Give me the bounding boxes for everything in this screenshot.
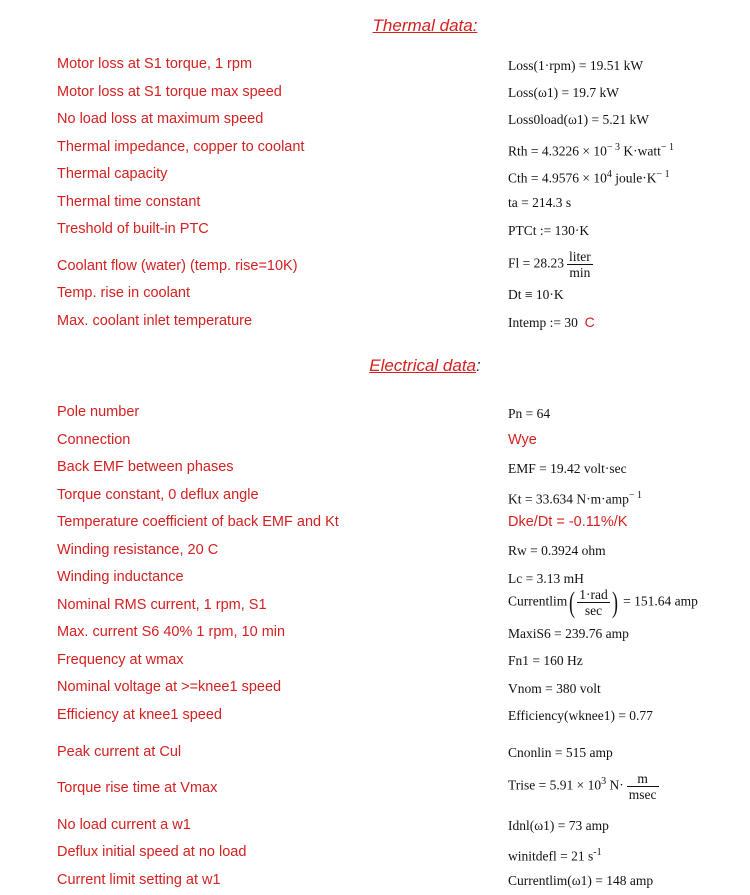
electrical-value-2: Wye [508, 432, 537, 448]
trise-exp: 3 [601, 776, 607, 788]
thermal-data-title: Thermal data: [372, 16, 478, 35]
rth-mid: K·watt [620, 143, 661, 159]
thermal-value-8 [508, 249, 593, 280]
intemp-value: Intemp := 30 [508, 315, 578, 330]
cth-prefix: Cth = 4.9576 × 10 [508, 170, 607, 186]
electrical-label-10: Frequency at wmax [57, 652, 184, 668]
electrical-label-6: Winding resistance, 20 C [57, 542, 219, 558]
thermal-label-2: Motor loss at S1 torque max speed [57, 84, 282, 100]
electrical-label-4: Torque constant, 0 deflux angle [57, 487, 259, 503]
thermal-data-heading [0, 16, 750, 36]
thermal-label-7: Treshold of built-in PTC [57, 221, 209, 237]
winitdefl-prefix: winitdefl = 21 s [508, 848, 594, 864]
electrical-label-9: Max. current S6 40% 1 rpm, 10 min [57, 624, 286, 640]
electrical-data-colon: : [476, 356, 481, 375]
electrical-label-13: Peak current at Cul [57, 744, 182, 760]
trise-prefix: Trise = 5.91 × 10 [508, 777, 602, 793]
rth-exp1: − 3 [606, 142, 620, 153]
thermal-label-10: Max. coolant inlet temperature [57, 313, 253, 329]
currentlim-suffix: = 151.64 amp [623, 593, 698, 609]
thermal-label-1: Motor loss at S1 torque, 1 rpm [57, 56, 253, 72]
winitdefl-exp: -1 [593, 847, 602, 858]
fl-denominator: min [569, 265, 591, 280]
electrical-label-15: No load current a w1 [57, 817, 191, 833]
rth-exp2: − 1 [660, 142, 675, 153]
fl-unit-fraction [567, 249, 593, 280]
rth-prefix: Rth = 4.3226 × 10 [508, 143, 607, 159]
electrical-value-17: Currentlim(ω1) = 148 amp [508, 873, 654, 888]
thermal-value-7: PTCt := 130·K [508, 223, 590, 238]
kt-prefix: Kt = 33.634 N·m·amp [508, 491, 629, 507]
right-paren: ) [611, 585, 618, 619]
thermal-value-9: Dt ≡ 10·K [508, 287, 564, 302]
electrical-label-17: Current limit setting at w1 [57, 872, 221, 888]
thermal-value-1: Loss(1·rpm) = 19.51 kW [508, 58, 644, 73]
thermal-label-4: Thermal impedance, copper to coolant [57, 139, 305, 155]
left-paren: ( [569, 585, 576, 619]
trise-fraction [627, 771, 659, 802]
electrical-value-11: Vnom = 380 volt [508, 681, 601, 696]
electrical-label-11: Nominal voltage at >=knee1 speed [57, 679, 282, 695]
electrical-value-7: Lc = 3.13 mH [508, 571, 584, 586]
thermal-value-5 [508, 166, 670, 188]
thermal-label-5: Thermal capacity [57, 166, 168, 182]
electrical-label-14: Torque rise time at Vmax [57, 780, 218, 796]
cth-mid: joule·K [611, 170, 657, 186]
electrical-value-9: MaxiS6 = 239.76 amp [508, 626, 629, 641]
electrical-value-10: Fn1 = 160 Hz [508, 653, 583, 668]
electrical-value-4 [508, 487, 642, 509]
currentlim-fraction [577, 587, 609, 618]
electrical-label-5: Temperature coefficient of back EMF and Kt [57, 514, 339, 530]
electrical-label-2: Connection [57, 432, 131, 448]
fl-numerator: liter [569, 249, 591, 264]
electrical-label-3: Back EMF between phases [57, 459, 234, 475]
currentlim-numerator: 1·rad [579, 587, 608, 602]
trise-denominator: msec [628, 787, 657, 802]
electrical-label-8: Nominal RMS current, 1 rpm, S1 [57, 597, 267, 613]
cth-exp2: − 1 [656, 169, 670, 180]
electrical-label-7: Winding inductance [57, 569, 184, 585]
currentlim-denominator: sec [584, 603, 603, 618]
cth-exp1: 4 [606, 169, 612, 180]
electrical-data-heading [0, 356, 750, 376]
electrical-label-16: Deflux initial speed at no load [57, 844, 247, 860]
electrical-value-12: Efficiency(wknee1) = 0.77 [508, 708, 653, 723]
currentlim-prefix: Currentlim [508, 593, 568, 609]
thermal-label-6: Thermal time constant [57, 194, 201, 210]
thermal-value-2: Loss(ω1) = 19.7 kW [508, 85, 619, 100]
kt-exp: − 1 [628, 490, 642, 501]
thermal-label-3: No load loss at maximum speed [57, 111, 264, 127]
electrical-value-8 [508, 587, 698, 618]
electrical-value-16 [508, 844, 602, 866]
electrical-value-6: Rw = 0.3924 ohm [508, 543, 606, 558]
electrical-value-15: Idnl(ω1) = 73 amp [508, 818, 609, 833]
trise-mid: N· [606, 777, 624, 793]
thermal-value-10 [508, 313, 595, 332]
electrical-value-14 [508, 771, 659, 802]
electrical-value-13: Cnonlin = 515 amp [508, 745, 613, 760]
thermal-label-9: Temp. rise in coolant [57, 285, 190, 301]
electrical-value-5: Dke/Dt = -0.11%/K [508, 514, 628, 530]
thermal-value-3: Loss0load(ω1) = 5.21 kW [508, 112, 649, 127]
electrical-value-1: Pn = 64 [508, 406, 551, 421]
intemp-unit: C [584, 314, 595, 330]
electrical-value-3: EMF = 19.42 volt·sec [508, 461, 627, 476]
electrical-label-1: Pole number [57, 404, 140, 420]
thermal-value-4 [508, 139, 674, 161]
electrical-data-title: Electrical data [369, 356, 477, 375]
thermal-value-6: ta = 214.3 s [508, 195, 572, 210]
trise-numerator: m [627, 771, 659, 787]
thermal-label-8: Coolant flow (water) (temp. rise=10K) [57, 258, 298, 274]
electrical-label-12: Efficiency at knee1 speed [57, 707, 222, 723]
fl-prefix: Fl = 28.23 [508, 255, 564, 271]
